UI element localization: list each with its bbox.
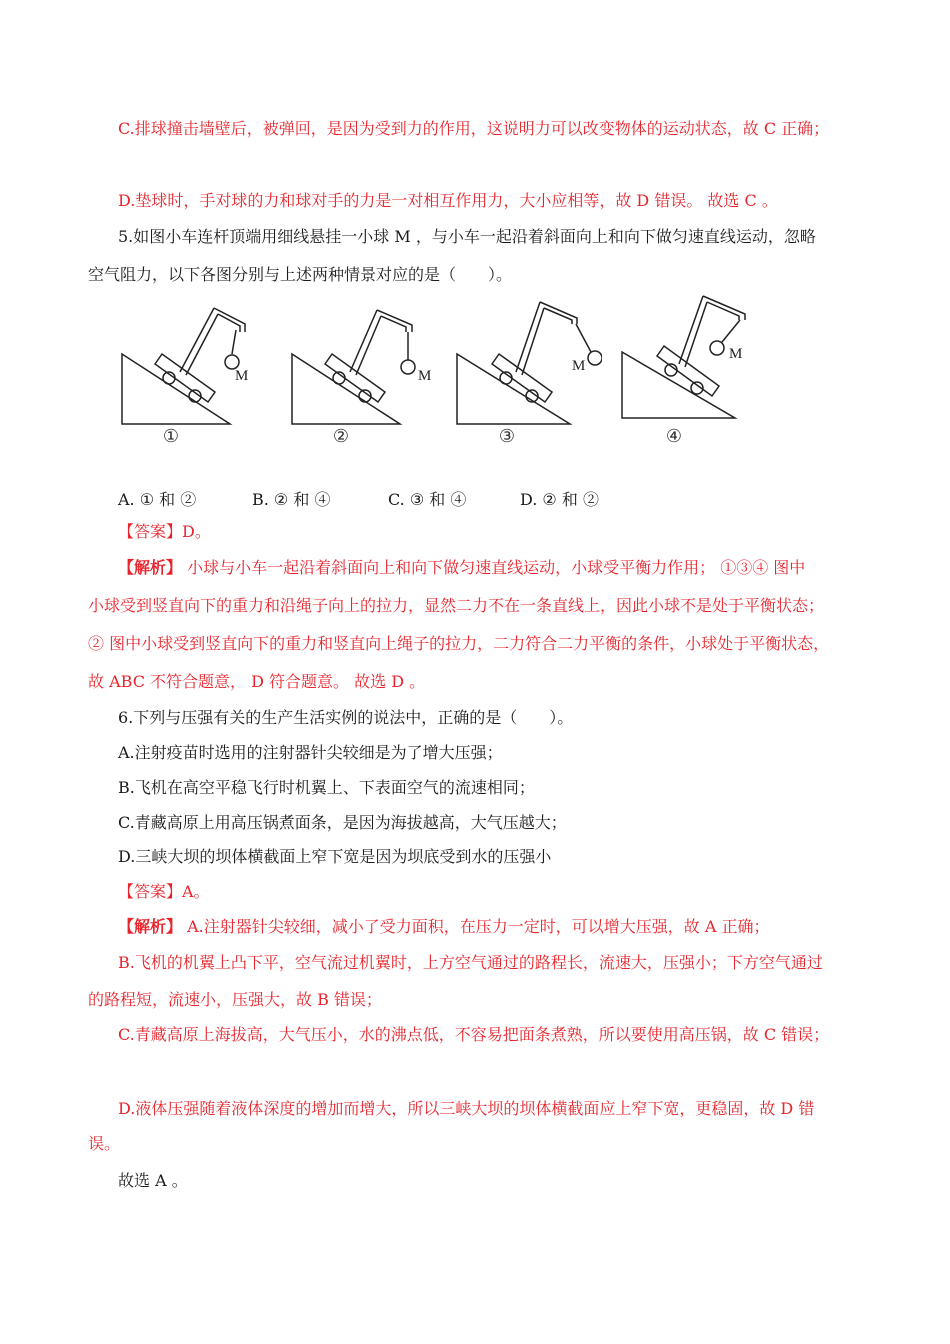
question-5-analysis-line1 <box>118 557 805 579</box>
figure-number-2: ② <box>332 426 350 447</box>
question-5-figures <box>112 292 772 452</box>
question-5-stem-line2: 空气阻力，以下各图分别与上述两种情景对应的是（ ）。 <box>88 265 513 284</box>
incline-cart-diagram-2 <box>282 292 432 452</box>
ball-label-4: M <box>729 346 743 362</box>
question-6-analysis-c: C.青藏高原上海拔高，大气压小，水的沸点低，不容易把面条煮熟，所以要使用高压锅，故 C 错误； <box>118 1025 830 1044</box>
figure-2 <box>282 292 432 452</box>
question-6-option-a: A.注射疫苗时选用的注射器针尖较细是为了增大压强； <box>118 743 503 762</box>
ball-label-1: M <box>235 368 249 384</box>
question-5-analysis-line3: ② 图中小球受到竖直向下的重力和竖直向上绳子的拉力，二力符合二力平衡的条件，小球处于平衡状态， <box>88 634 830 653</box>
prev-option-c-analysis: C.排球撞击墙壁后，被弹回，是因为受到力的作用，这说明力可以改变物体的运动状态，故 C 正确； <box>118 119 830 138</box>
figure-4 <box>617 292 767 452</box>
question-5-analysis-line2: 小球受到竖直向下的重力和沿绳子向上的拉力，显然二力不在一条直线上，因此小球不是处于平衡状态； <box>88 596 825 615</box>
question-5-option-d: D. ② 和 ② <box>520 490 599 509</box>
question-5-analysis-line4: 故 ABC 不符合题意， D 符合题意。 故选 D 。 <box>88 672 426 691</box>
question-6-conclusion: 故选 A 。 <box>118 1171 188 1190</box>
analysis-text: 小球与小车一起沿着斜面向上和向下做匀速直线运动，小球受平衡力作用； ①③④ 图中 <box>187 558 806 577</box>
question-5-option-b: B. ② 和 ④ <box>252 490 331 509</box>
question-6-analysis-b-line1: B.飞机的机翼上凸下平，空气流过机翼时，上方空气通过的路程长，流速大，压强小；下方空气通过 <box>118 953 823 972</box>
question-5-option-c: C. ③ 和 ④ <box>388 490 467 509</box>
ball-label-3: M <box>572 358 586 374</box>
ball-label-2: M <box>418 368 432 384</box>
analysis-tag: 【解析】 <box>118 917 183 936</box>
figure-3 <box>452 292 602 452</box>
analysis-text: A.注射器针尖较细，减小了受力面积，在压力一定时，可以增大压强，故 A 正确； <box>187 917 770 936</box>
question-6-option-c: C.青藏高原上用高压锅煮面条，是因为海拔越高，大气压越大； <box>118 813 567 832</box>
analysis-tag: 【解析】 <box>118 558 183 577</box>
question-5-stem-line1: 5.如图小车连杆顶端用细线悬挂一小球 M ，与小车一起沿着斜面向上和向下做匀速直线运动，忽略 <box>118 227 816 246</box>
prev-option-d-analysis: D.垫球时，手对球的力和球对手的力是一对相互作用力，大小应相等，故 D 错误。 故选 C 。 <box>118 191 778 210</box>
question-6-analysis-d-line2: 误。 <box>88 1134 121 1153</box>
incline-cart-diagram-4 <box>617 292 767 452</box>
question-6-analysis-a <box>118 916 769 938</box>
figure-number-4: ④ <box>665 426 683 447</box>
figure-1 <box>112 292 262 452</box>
figure-number-1: ① <box>162 426 180 447</box>
question-5-answer: 【答案】D。 <box>118 522 211 541</box>
question-6-stem: 6.下列与压强有关的生产生活实例的说法中，正确的是（ ）。 <box>118 708 574 727</box>
question-5-option-a: A. ① 和 ② <box>118 490 197 509</box>
question-6-analysis-d-line1: D.液体压强随着液体深度的增加而增大，所以三峡大坝的坝体横截面应上窄下宽，更稳固，故 D 错 <box>118 1099 815 1118</box>
question-6-option-b: B.飞机在高空平稳飞行时机翼上、下表面空气的流速相同； <box>118 778 535 797</box>
figure-number-3: ③ <box>498 426 516 447</box>
question-6-analysis-b-line2: 的路程短，流速小，压强大，故 B 错误； <box>88 990 382 1009</box>
question-6-answer: 【答案】A。 <box>118 882 210 901</box>
question-6-option-d: D.三峡大坝的坝体横截面上窄下宽是因为坝底受到水的压强小 <box>118 847 552 866</box>
